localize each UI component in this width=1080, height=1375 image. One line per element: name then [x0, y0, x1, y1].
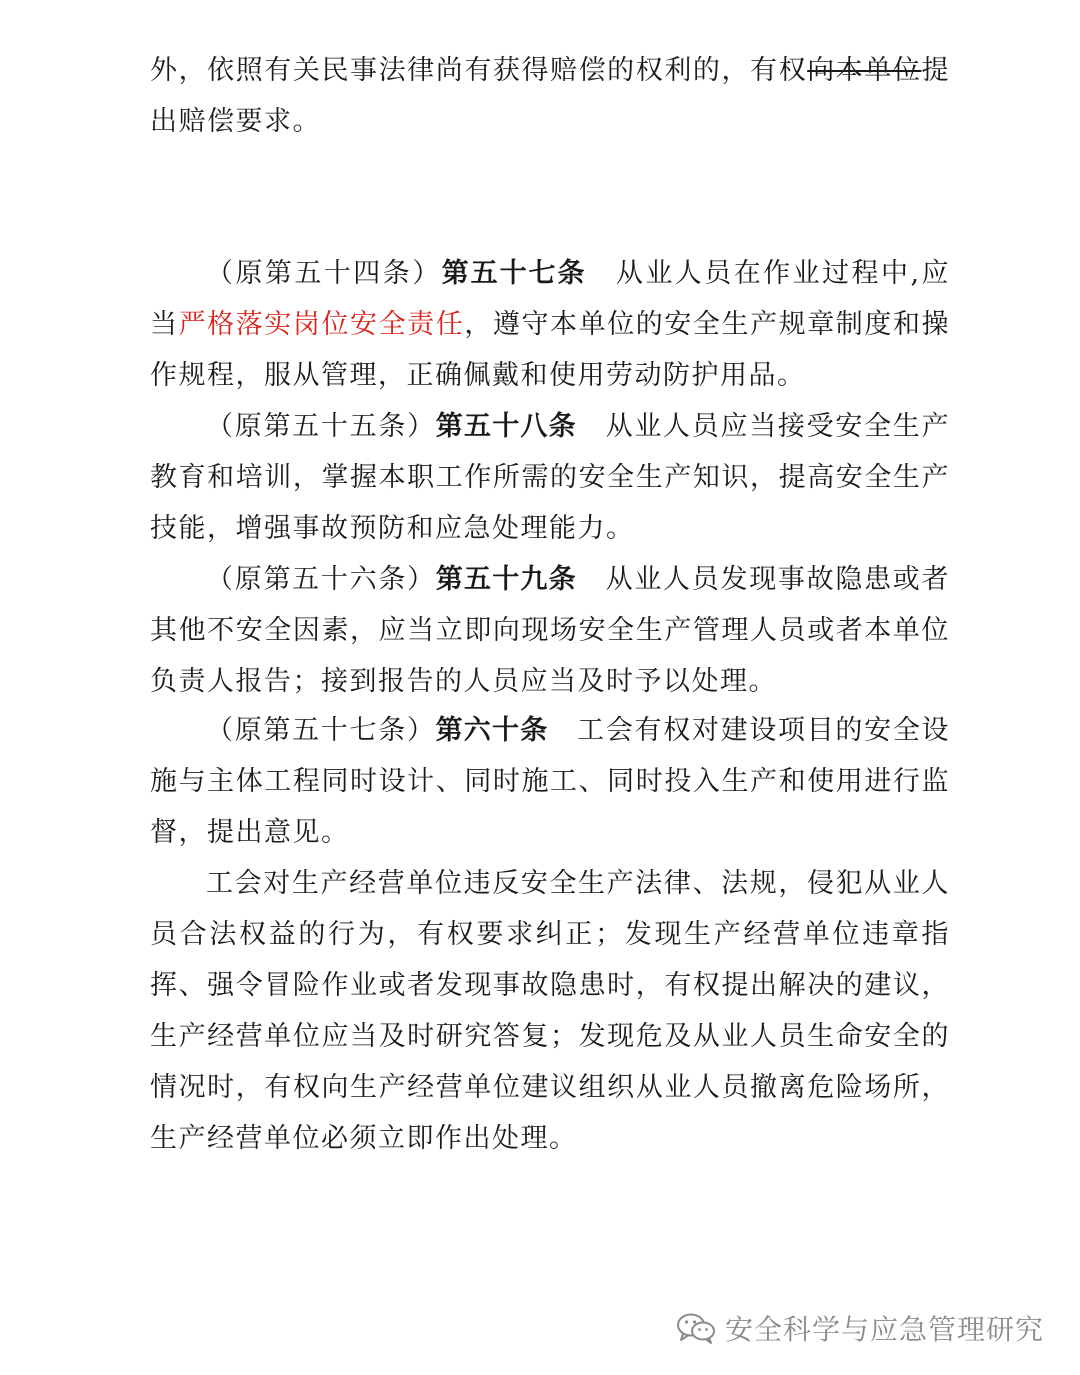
article-text: 从业人员发现事故隐患或者其他不安全因素，应当立即向现场安全生产管理人员或者本单位负责人报告；接到报告的人员应当及时予以处理。: [150, 564, 951, 697]
watermark: [675, 1308, 1044, 1348]
article-text: 从业人员在作业过程中,应当: [150, 258, 950, 340]
article-60-paragraph: [150, 705, 950, 858]
watermark-text: 安全科学与应急管理研究: [724, 1313, 1044, 1346]
article-text-end: ，遵守本单位的安全生产规章制度和操作规程，服从管理，正确佩戴和使用劳动防护用品。: [150, 309, 951, 391]
struck-text: 向本单位: [807, 55, 922, 86]
wechat-icon: [675, 1311, 717, 1345]
original-article-ref: （原第五十七条）: [206, 715, 436, 746]
original-article-ref: （原第五十六条）: [206, 564, 436, 595]
article-number: 第五十七条: [441, 258, 587, 289]
article-text: 从业人员应当接受安全生产教育和培训，掌握本职工作所需的安全生产知识，提高安全生产技能，增强事故预防和应急处理能力。: [150, 411, 951, 544]
article-59-paragraph: [150, 554, 950, 707]
continuation-end: 提出赔偿要求。: [150, 55, 950, 137]
article-58-paragraph: [150, 401, 950, 554]
article-text: 工会有权对建设项目的安全设施与主体工程同时设计、同时施工、同时投入生产和使用进行监督，提出意见。: [150, 715, 951, 848]
article-number: 第五十九条: [435, 564, 577, 595]
original-article-ref: （原第五十五条）: [206, 411, 436, 442]
continuation-paragraph: [150, 45, 950, 147]
article-57-paragraph: [150, 248, 950, 401]
article-number: 第六十条: [435, 715, 549, 746]
highlighted-text: 严格落实岗位安全责任: [178, 309, 465, 340]
original-article-ref: （原第五十四条）: [206, 258, 442, 289]
article-number: 第五十八条: [435, 411, 577, 442]
continuation-text: 外，依照有关民事法律尚有获得赔偿的权利的，有权: [150, 55, 808, 86]
union-paragraph: 工会对生产经营单位违反安全生产法律、法规，侵犯从业人员合法权益的行为，有权要求纠正；发现生产经营单位违章指挥、强令冒险作业或者发现事故隐患时，有权提出解决的建议，生产经营单位应当及时研究答复；发现危及从业人员生命安全的情况时，有权向生产经营单位建议组织从业人员撤离危险场所，生产经营单位必须立即作出处理。: [150, 868, 950, 1154]
